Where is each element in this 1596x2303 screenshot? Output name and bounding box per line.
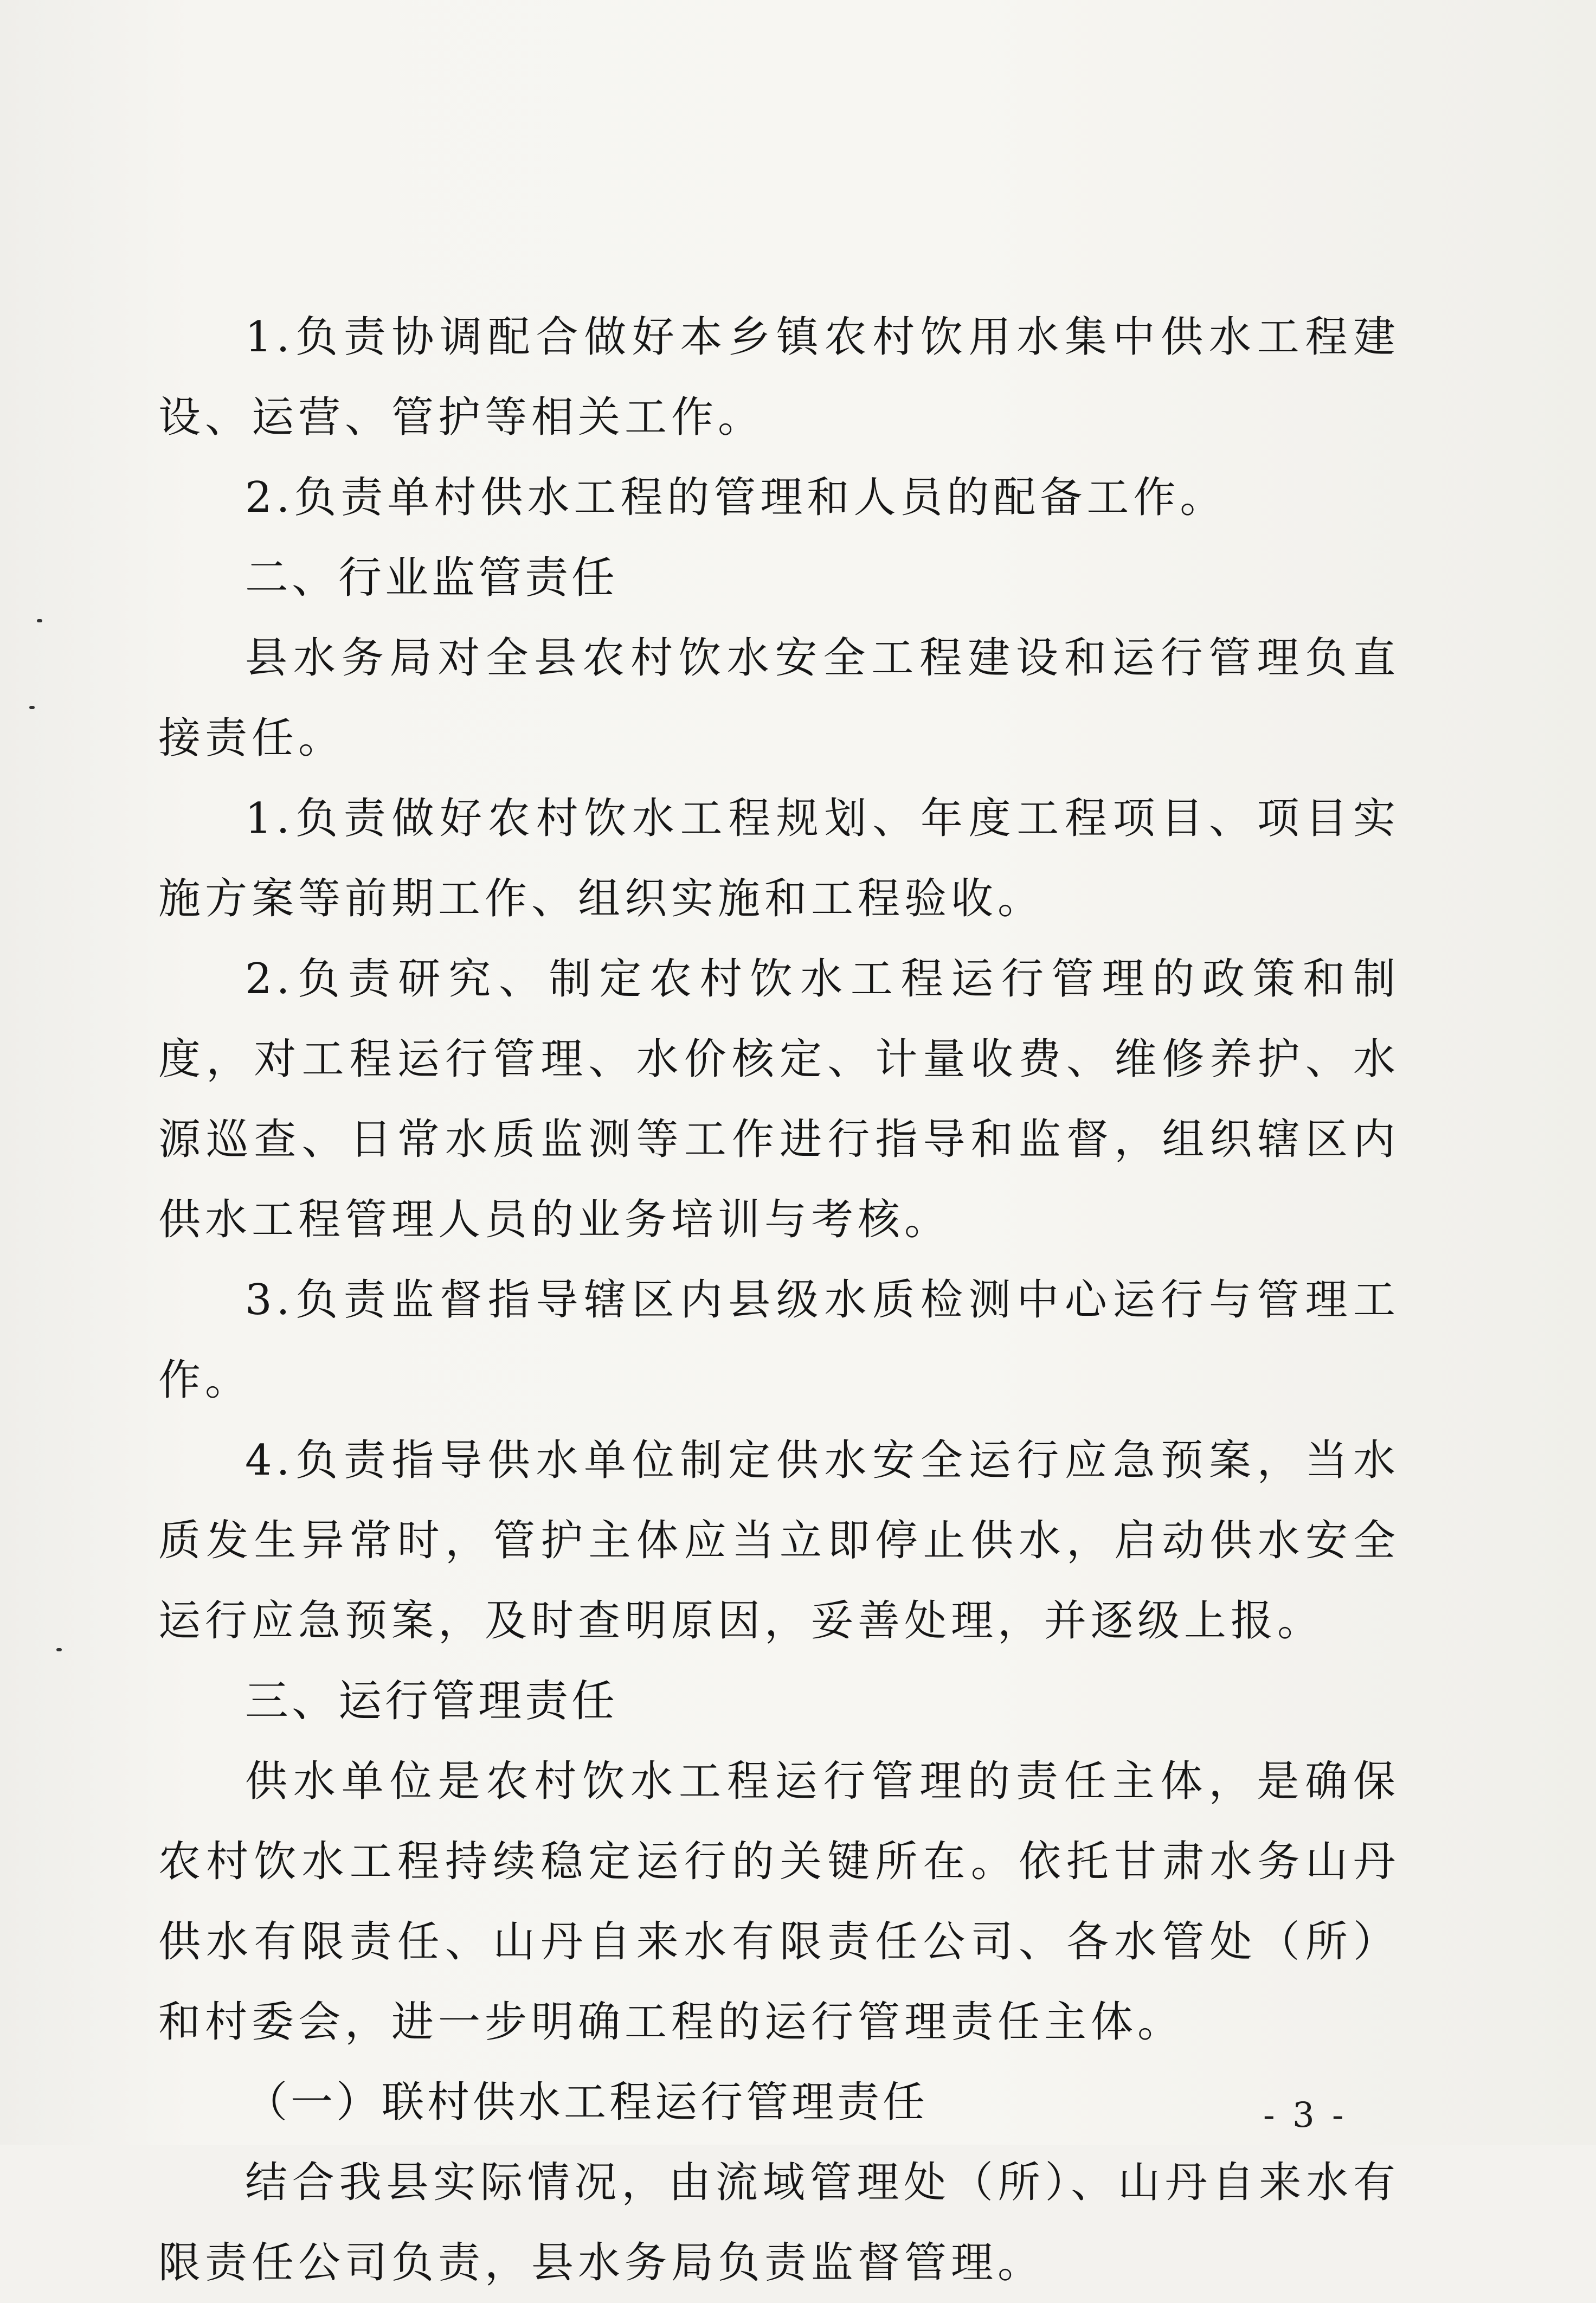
paragraph: 2.负责研究、制定农村饮水工程运行管理的政策和制度，对工程运行管理、水价核定、计量收费、维修养护、水源巡查、日常水质监测等工作进行指导和监督，组织辖区内供水工程管理人员的业务培训与考核。 bbox=[158, 955, 1400, 1244]
scan-speck bbox=[29, 706, 35, 709]
subsection-heading: （一）联村供水工程运行管理责任 bbox=[245, 2078, 929, 2127]
paragraph: 1.负责协调配合做好本乡镇农村饮用水集中供水工程建设、运营、管护等相关工作。 bbox=[158, 313, 1400, 442]
paragraph: 县水务局对全县农村饮水安全工程建设和运行管理负直接责任。 bbox=[158, 634, 1400, 763]
section-heading: 二、行业监管责任 bbox=[245, 552, 618, 603]
paragraph: 3.负责监督指导辖区内县级水质检测中心运行与管理工作。 bbox=[158, 1276, 1400, 1405]
scan-speck bbox=[56, 1648, 62, 1651]
page-number: - 3 - bbox=[1263, 2095, 1347, 2135]
paragraph: 1.负责做好农村饮水工程规划、年度工程项目、项目实施方案等前期工作、组织实施和工程验收。 bbox=[158, 794, 1400, 923]
paragraph: 结合我县实际情况，由流域管理处（所）、山丹自来水有限责任公司负责，县水务局负责监督管理。 bbox=[158, 2158, 1400, 2287]
paragraph: 4.负责指导供水单位制定供水安全运行应急预案，当水质发生异常时，管护主体应当立即停止供水，启动供水安全运行应急预案，及时查明原因，妥善处理，并逐级上报。 bbox=[158, 1436, 1400, 1645]
section-heading: 三、运行管理责任 bbox=[245, 1676, 618, 1726]
paragraph: 2.负责单村供水工程的管理和人员的配备工作。 bbox=[245, 473, 1227, 522]
document-body bbox=[158, 297, 1400, 2303]
scan-speck bbox=[37, 619, 42, 622]
paragraph: 供水单位是农村饮水工程运行管理的责任主体，是确保农村饮水工程持续稳定运行的关键所在。依托甘肃水务山丹供水有限责任、山丹自来水有限责任公司、各水管处（所）和村委会，进一步明确工程的运行管理责任主体。 bbox=[158, 1757, 1400, 2047]
